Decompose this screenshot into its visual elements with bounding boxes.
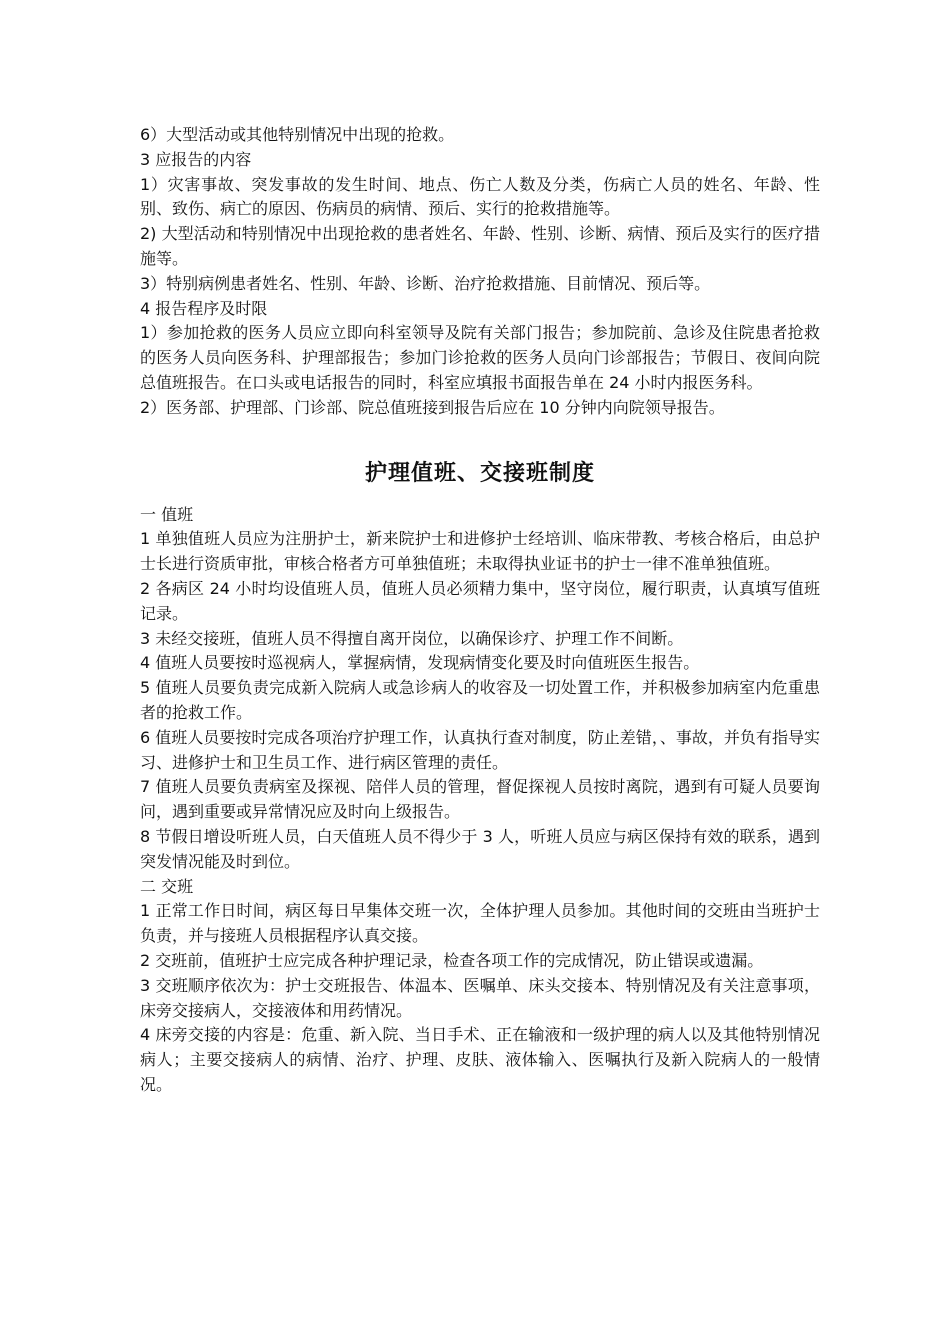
section-heading: 4 报告程序及时限 — [140, 298, 268, 318]
paragraph: 2) 大型活动和特别情况中出现抢救的患者姓名、年龄、性别、诊断、病情、预后及实行的医疗措施等。 — [140, 224, 820, 268]
paragraph: 1）灾害事故、突发事故的发生时间、地点、伤亡人数及分类，伤病亡人员的姓名、年龄、性别、致伤、病亡的原因、伤病员的病情、预后、实行的抢救措施等。 — [140, 174, 820, 219]
paragraph: 3 未经交接班，值班人员不得擅自离开岗位，以确保诊疗、护理工作不间断。 — [140, 628, 684, 648]
section-heading: 二 交班 — [140, 876, 194, 896]
paragraph: 2）医务部、护理部、门诊部、院总值班接到报告后应在 10 分钟内向院领导报告。 — [140, 397, 725, 417]
paragraph: 7 值班人员要负责病室及探视、陪伴人员的管理，督促探视人员按时离院，遇到有可疑人员要询问，遇到重要或异常情况应及时向上级报告。 — [140, 777, 820, 822]
section-heading: 一 值班 — [140, 504, 194, 524]
paragraph: 4 床旁交接的内容是：危重、新入院、当日手术、正在输液和一级护理的病人以及其他特别情况病人；主要交接病人的病情、治疗、护理、皮肤、液体输入、医嘱执行及新入院病人的一般情况。 — [140, 1025, 820, 1094]
paragraph: 8 节假日增设听班人员，白天值班人员不得少于 3 人，听班人员应与病区保持有效的联系，遇到突发情况能及时到位。 — [140, 826, 820, 871]
paragraph: 2 各病区 24 小时均设值班人员，值班人员必须精力集中，坚守岗位，履行职责，认真填写值班记录。 — [140, 578, 820, 623]
paragraph: 1 正常工作日时间，病区每日早集体交班一次，全体护理人员参加。其他时间的交班由当班护士负责，并与接班人员根据程序认真交接。 — [140, 901, 820, 946]
paragraph: 3 交班顺序依次为：护士交班报告、体温本、医嘱单、床头交接本、特别情况及有关注意事项，床旁交接病人，交接液体和用药情况。 — [140, 975, 820, 1020]
paragraph: 6 值班人员要按时完成各项治疗护理工作，认真执行查对制度，防止差错，、事故，并负有指导实习、进修护士和卫生员工作、进行病区管理的责任。 — [140, 727, 820, 772]
paragraph: 3）特别病例患者姓名、性别、年龄、诊断、治疗抢救措施、目前情况、预后等。 — [140, 273, 711, 293]
document-page — [140, 123, 820, 1098]
section-heading: 3 应报告的内容 — [140, 149, 252, 169]
paragraph: 4 值班人员要按时巡视病人，掌握病情，发现病情变化要及时向值班医生报告。 — [140, 653, 700, 673]
paragraph: 1）参加抢救的医务人员应立即向科室领导及院有关部门报告；参加院前、急诊及住院患者抢救的医务人员向医务科、护理部报告；参加门诊抢救的医务人员向门诊部报告；节假日、夜间向院总值班报告。在口头或电话报告的同时，科室应填报书面报告单在 24 小时内报医务科。 — [140, 323, 820, 392]
paragraph: 5 值班人员要负责完成新入院病人或急诊病人的收容及一切处置工作，并积极参加病室内危重患者的抢救工作。 — [140, 678, 820, 722]
paragraph: 6）大型活动或其他特别情况中出现的抢救。 — [140, 125, 455, 144]
paragraph: 2 交班前，值班护士应完成各种护理记录，检查各项工作的完成情况，防止错误或遗漏。 — [140, 950, 764, 970]
paragraph: 1 单独值班人员应为注册护士，新来院护士和进修护士经培训、临床带教、考核合格后，由总护士长进行资质审批，审核合格者方可单独值班；未取得执业证书的护士一律不准单独值班。 — [140, 529, 820, 574]
document-title: 护理值班、交接班制度 — [364, 460, 595, 486]
